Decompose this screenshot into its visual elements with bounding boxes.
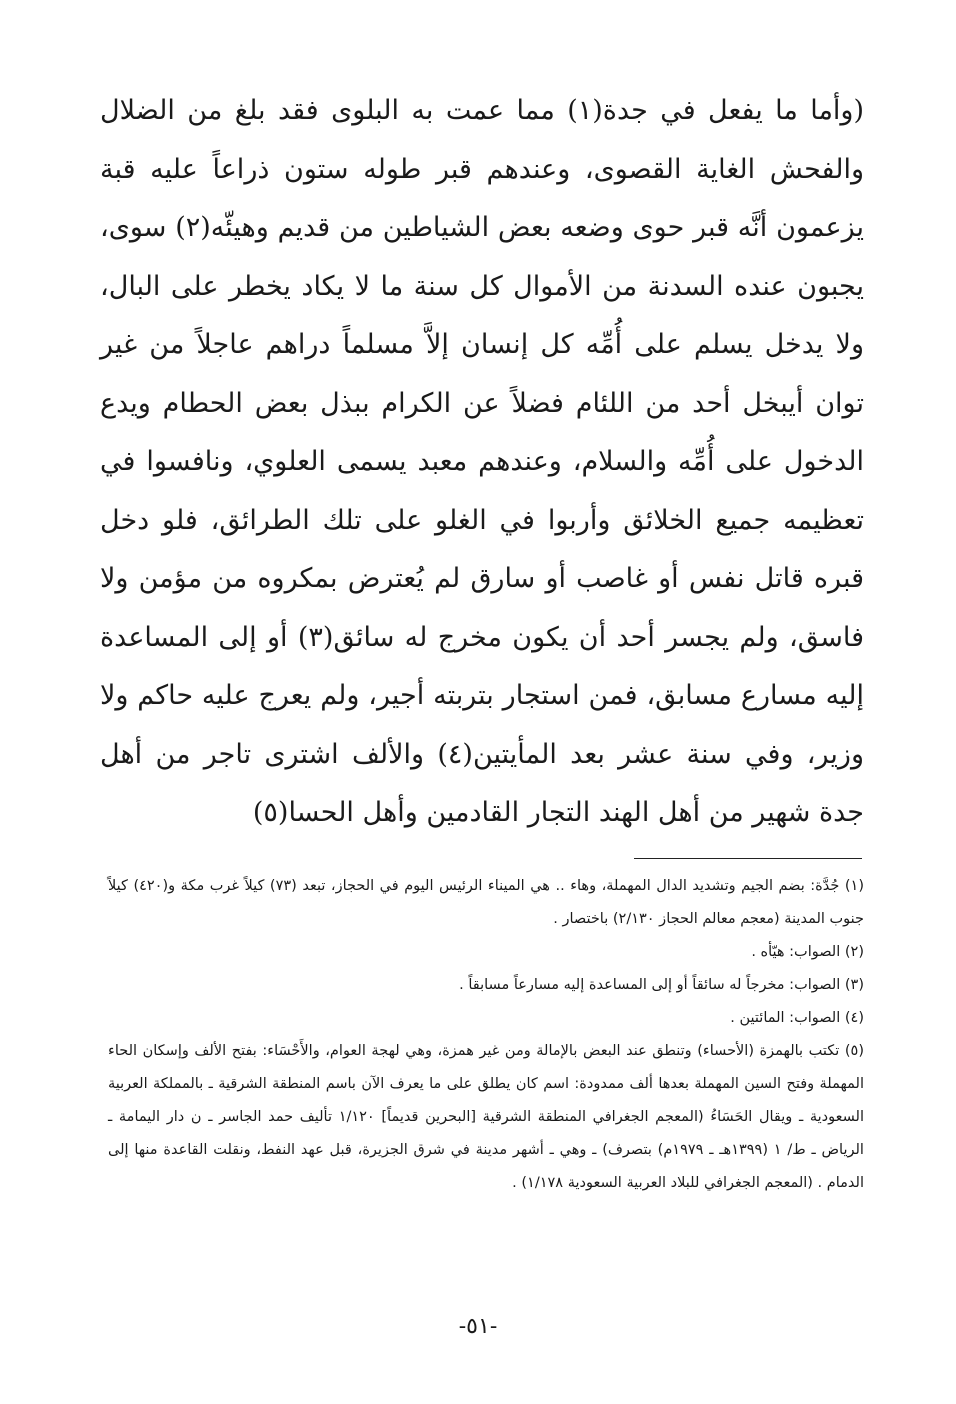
footnote-2: (٢) الصواب: هيّأه . [751,944,864,960]
page-number: -٥١- [458,1314,498,1339]
footnote-4: (٤) الصواب: المائتين . [730,1010,864,1026]
main-text-block [100,82,864,843]
main-paragraph: (وأما ما يفعل في جدة(١) مما عمت به البلوى فقد بلغ من الضلال والفحش الغاية القصوى، وعندهم قبر طوله ستون ذراعاً عليه قبة يزعمون أنَّه قبر حوى وضعه بعض الشياطين من قديم وهيئّه(٢) سوى، يجبون عنده السدنة من الأموال كل سنة ما لا يكاد يخطر على البال، ولا يدخل يسلم على أُمِّه كل إنسان إلاَّ مسلماً دراهم عاجلاً من غير توان أيبخل أحد من اللئام فضلاً عن الكرام ببذل بعض الحطام ويدع الدخول على أُمِّه والسلام، وعندهم معبد يسمى العلوي، ونافسوا في تعظيمه جميع الخلائق وأربوا في الغلو على تلك الطرائق، فلو دخل قبره قاتل نفس أو غاصب أو سارق لم يُعترض بمكروه من مؤمن ولا فاسق، ولم يجسر أحد أن يكون مخرج له سائق(٣) أو إلى المساعدة إليه مسارع مسابق، فمن استجار بتربته أجير، ولم يعرج عليه حاكم ولا وزير، وفي سنة عشر بعد المأيتين(٤) والألف اشترى تاجر من أهل جدة شهير من أهل الهند التجار القادمين وأهل الحسا(٥) [100,95,864,828]
footnotes-block [108,870,864,1200]
footnote-5: (٥) تكتب بالهمزة (الأحساء) وتنطق عند البعض بالإمالة ومن غير همزة، وهي لهجة العوام، والأَحْسَاء: بفتح الألف وإسكان الحاء المهملة وفتح السين المهملة بعدها ألف ممدودة: اسم كان يطلق على ما يعرف الآن باسم المنطقة الشرقية ـ بالمملكة العربية السعودية ـ ويقال الحَسَاءُ (المعجم الجغرافي المنطقة الشرقية [البحرين قديماً] ١/١٢٠ تأليف حمد الجاسر ـ ن دار اليمامة ـ الرياض ـ ط/ ١ (١٣٩٩هـ ـ ١٩٧٩م) بتصرف) ـ وهي ـ أشهر مدينة في شرق الجزيرة، قبل عهد النفط، ونقلت القاعدة منها إلى الدمام . (المعجم الجغرافي للبلاد العربية السعودية ١/١٧٨) . [108,1043,864,1191]
footnote-3: (٣) الصواب: مخرجاً له سائقاً أو إلى المساعدة إليه مسارعاً مسابقاً . [459,977,864,993]
footnote-1: (١) جُدَّة: بضم الجيم وتشديد الدال المهملة، وهاء .. هي الميناء الرئيس اليوم في الحجاز، تبعد (٧٣) كيلاً غرب مكة و(٤٢٠) كيلاً جنوب المدينة (معجم معالم الحجاز ٢/١٣٠) باختصار . [108,878,864,927]
footnote-separator [634,858,862,859]
